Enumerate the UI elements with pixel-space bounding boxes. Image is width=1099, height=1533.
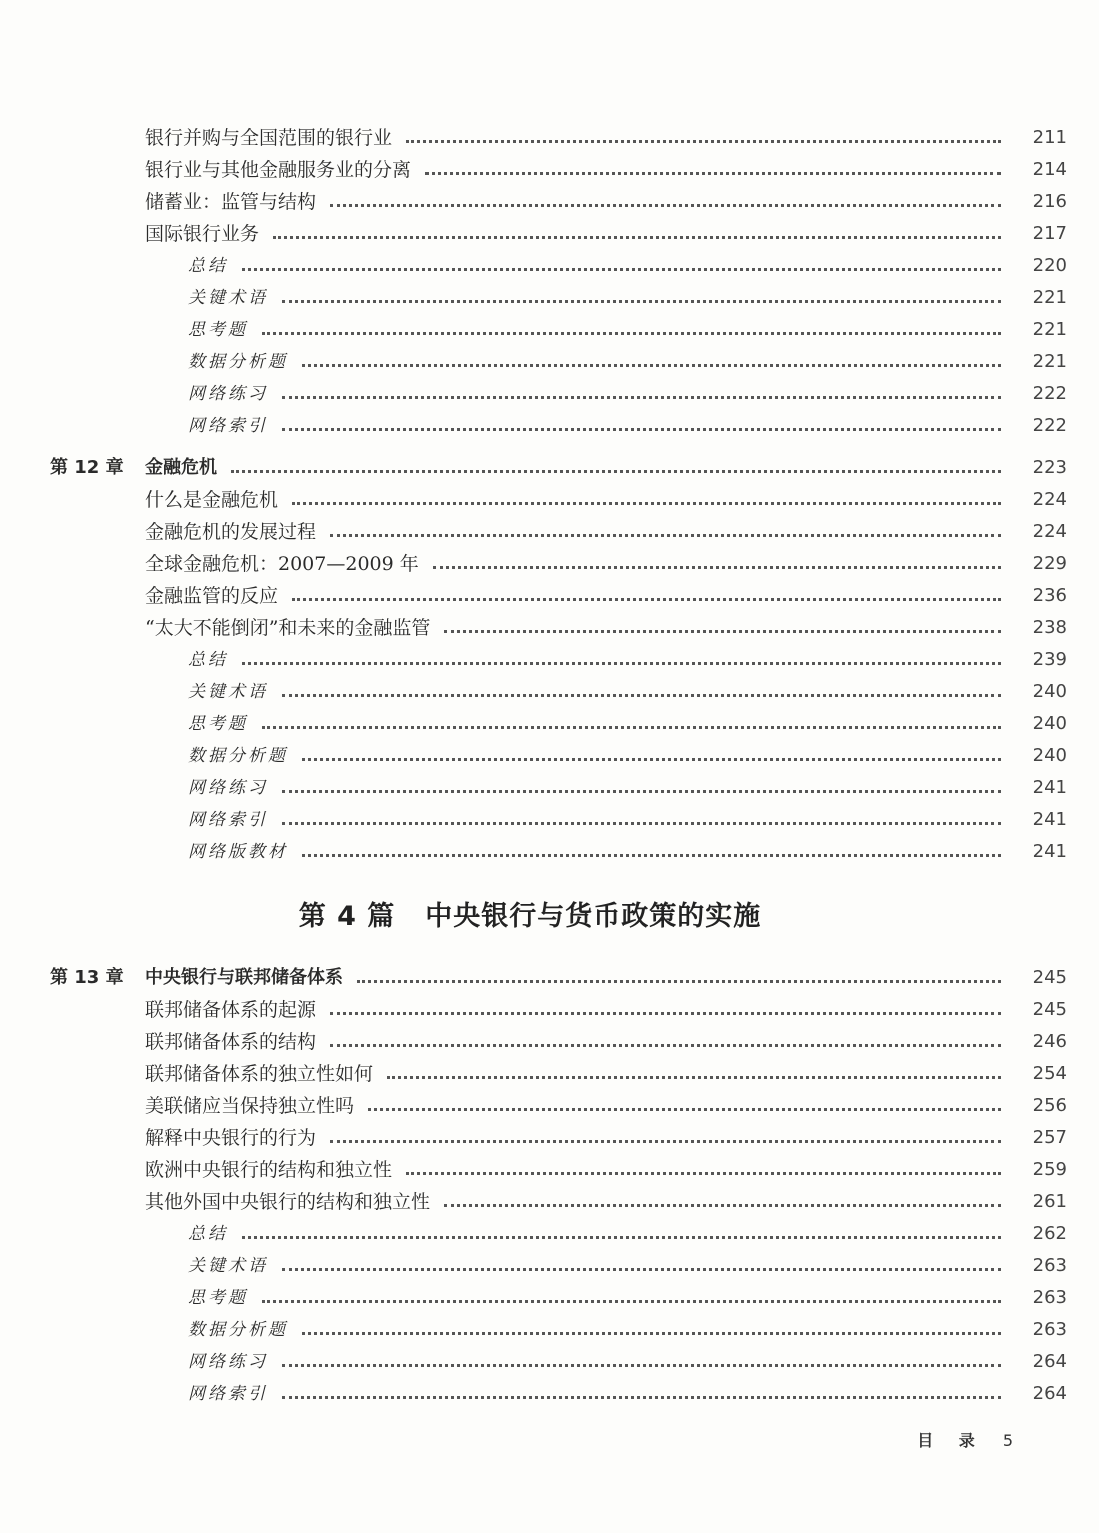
toc-entry <box>145 154 1067 186</box>
dot-leader <box>282 428 1001 431</box>
entry-title: 中央银行与联邦储备体系 <box>145 967 343 988</box>
dot-leader <box>330 1044 1001 1047</box>
entry-page-number: 241 <box>1032 809 1067 830</box>
toc-subsection-row <box>0 314 1099 346</box>
dot-leader <box>273 236 1001 239</box>
entry-page-number: 263 <box>1032 1319 1067 1340</box>
entry-page-number: 241 <box>1032 841 1067 862</box>
dot-leader <box>282 1364 1001 1367</box>
toc-subsection-row <box>0 282 1099 314</box>
toc-entry <box>145 962 1067 994</box>
entry-title: 什么是金融危机 <box>145 489 279 511</box>
dot-leader <box>282 300 1001 303</box>
toc-subsection-row <box>0 1378 1099 1410</box>
toc-entry <box>145 994 1067 1026</box>
dot-leader <box>330 204 1001 207</box>
dot-leader <box>231 470 1001 473</box>
toc-entry <box>188 1378 1067 1410</box>
entry-page-number: 229 <box>1032 553 1067 574</box>
dot-leader <box>302 364 1001 367</box>
toc-subsection-row <box>0 346 1099 378</box>
entry-page-number: 221 <box>1032 287 1067 308</box>
dot-leader <box>282 790 1001 793</box>
entry-page-number: 216 <box>1032 191 1067 212</box>
toc-entry <box>188 410 1067 442</box>
entry-page-number: 238 <box>1032 617 1067 638</box>
entry-title: 金融危机的发展过程 <box>145 521 317 543</box>
entry-title: 联邦储备体系的结构 <box>145 1031 317 1053</box>
entry-title: 其他外国中央银行的结构和独立性 <box>145 1191 431 1213</box>
entry-page-number: 236 <box>1032 585 1067 606</box>
toc-entry <box>188 644 1067 676</box>
page-number: 5 <box>1002 1431 1013 1450</box>
part-number: 第 4 篇 <box>298 901 396 932</box>
entry-title: 美联储应当保持独立性吗 <box>145 1095 355 1117</box>
toc-section-row <box>0 548 1099 580</box>
entry-title: 数据分析题 <box>188 352 288 372</box>
entry-page-number: 211 <box>1032 127 1067 148</box>
toc-subsection-row <box>0 410 1099 442</box>
entry-page-number: 262 <box>1032 1223 1067 1244</box>
entry-page-number: 220 <box>1032 255 1067 276</box>
entry-title: “太大不能倒闭”和未来的金融监管 <box>145 617 431 639</box>
toc-entry <box>188 708 1067 740</box>
toc-section-row <box>0 1026 1099 1058</box>
toc-entry <box>188 250 1067 282</box>
dot-leader <box>406 140 1001 143</box>
entry-page-number: 221 <box>1032 319 1067 340</box>
entry-title: 网络版教材 <box>188 842 288 862</box>
entry-page-number: 257 <box>1032 1127 1067 1148</box>
toc-subsection-row <box>0 836 1099 868</box>
toc-entry <box>145 548 1067 580</box>
dot-leader <box>444 1204 1001 1207</box>
dot-leader <box>242 1236 1001 1239</box>
toc-section-row <box>0 484 1099 516</box>
toc-chapter-row <box>0 452 1099 484</box>
entry-page-number: 245 <box>1032 967 1067 988</box>
toc-entry <box>188 804 1067 836</box>
entry-title: 关键术语 <box>188 1256 268 1276</box>
dot-leader <box>262 332 1001 335</box>
entry-page-number: 259 <box>1032 1159 1067 1180</box>
entry-page-number: 222 <box>1032 415 1067 436</box>
toc-entry <box>188 772 1067 804</box>
entry-title: 数据分析题 <box>188 1320 288 1340</box>
toc-entry <box>145 1154 1067 1186</box>
dot-leader <box>242 662 1001 665</box>
entry-title: 金融危机 <box>145 457 217 478</box>
toc-entry <box>188 314 1067 346</box>
dot-leader <box>262 726 1001 729</box>
toc-section-row <box>0 1122 1099 1154</box>
entry-title: 银行业与其他金融服务业的分离 <box>145 159 412 181</box>
dot-leader <box>282 396 1001 399</box>
toc-subsection-row <box>0 1282 1099 1314</box>
toc-entry <box>145 580 1067 612</box>
dot-leader <box>282 1268 1001 1271</box>
entry-page-number: 246 <box>1032 1031 1067 1052</box>
entry-title: 网络练习 <box>188 778 268 798</box>
entry-title: 数据分析题 <box>188 746 288 766</box>
entry-page-number: 240 <box>1032 713 1067 734</box>
toc-entry <box>188 346 1067 378</box>
entry-title: 全球金融危机：2007—2009 年 <box>145 553 419 575</box>
toc-subsection-row <box>0 804 1099 836</box>
entry-page-number: 264 <box>1032 1383 1067 1404</box>
entry-page-number: 224 <box>1032 521 1067 542</box>
dot-leader <box>425 172 1001 175</box>
entry-title: 关键术语 <box>188 288 268 308</box>
part-heading <box>0 894 1060 933</box>
toc-entry <box>145 1026 1067 1058</box>
toc-subsection-row <box>0 1346 1099 1378</box>
entry-page-number: 239 <box>1032 649 1067 670</box>
toc-entry <box>188 1282 1067 1314</box>
entry-page-number: 245 <box>1032 999 1067 1020</box>
dot-leader <box>292 502 1001 505</box>
chapter-number: 第 13 章 <box>50 967 124 988</box>
toc-entry <box>188 1250 1067 1282</box>
toc-entry <box>145 1122 1067 1154</box>
page-footer <box>917 1428 1013 1451</box>
dot-leader <box>282 822 1001 825</box>
entry-title: 总结 <box>188 256 228 276</box>
entry-title: 欧洲中央银行的结构和独立性 <box>145 1159 393 1181</box>
toc-section-row <box>0 580 1099 612</box>
toc-section-row <box>0 1058 1099 1090</box>
toc-entry <box>145 122 1067 154</box>
toc-entry <box>188 282 1067 314</box>
entry-title: 思考题 <box>188 714 248 734</box>
entry-title: 关键术语 <box>188 682 268 702</box>
dot-leader <box>302 1332 1001 1335</box>
entry-page-number: 217 <box>1032 223 1067 244</box>
entry-title: 网络练习 <box>188 1352 268 1372</box>
toc-subsection-row <box>0 644 1099 676</box>
entry-page-number: 241 <box>1032 777 1067 798</box>
chapter-number: 第 12 章 <box>50 457 124 478</box>
dot-leader <box>357 980 1001 983</box>
entry-title: 思考题 <box>188 320 248 340</box>
entry-title: 联邦储备体系的独立性如何 <box>145 1063 374 1085</box>
toc-entry <box>188 1346 1067 1378</box>
toc-subsection-row <box>0 378 1099 410</box>
dot-leader <box>444 630 1001 633</box>
toc-section-row <box>0 218 1099 250</box>
entry-page-number: 240 <box>1032 745 1067 766</box>
entry-page-number: 263 <box>1032 1287 1067 1308</box>
toc-section-row <box>0 154 1099 186</box>
toc-subsection-row <box>0 250 1099 282</box>
toc-entry <box>145 1090 1067 1122</box>
toc-entry <box>145 1186 1067 1218</box>
entry-page-number: 256 <box>1032 1095 1067 1116</box>
toc-subsection-row <box>0 708 1099 740</box>
dot-leader <box>262 1300 1001 1303</box>
toc-entry <box>188 740 1067 772</box>
toc-subsection-row <box>0 1314 1099 1346</box>
entry-title: 网络索引 <box>188 1384 268 1404</box>
dot-leader <box>330 1140 1001 1143</box>
toc-section-row <box>0 122 1099 154</box>
entry-title: 总结 <box>188 650 228 670</box>
toc-subsection-row <box>0 772 1099 804</box>
entry-page-number: 223 <box>1032 457 1067 478</box>
dot-leader <box>406 1172 1001 1175</box>
toc-subsection-row <box>0 1218 1099 1250</box>
entry-page-number: 214 <box>1032 159 1067 180</box>
entry-page-number: 263 <box>1032 1255 1067 1276</box>
toc-section-row <box>0 1090 1099 1122</box>
toc-entry <box>145 484 1067 516</box>
toc-section-row <box>0 1154 1099 1186</box>
entry-title: 思考题 <box>188 1288 248 1308</box>
entry-page-number: 221 <box>1032 351 1067 372</box>
toc-chapter-row <box>0 962 1099 994</box>
toc-entry <box>145 186 1067 218</box>
entry-title: 储蓄业：监管与结构 <box>145 191 317 213</box>
dot-leader <box>387 1076 1001 1079</box>
toc-entry <box>145 218 1067 250</box>
entry-title: 国际银行业务 <box>145 223 260 245</box>
entry-title: 联邦储备体系的起源 <box>145 999 317 1021</box>
dot-leader <box>242 268 1001 271</box>
dot-leader <box>330 534 1001 537</box>
dot-leader <box>433 566 1001 569</box>
toc-entry <box>145 452 1067 484</box>
dot-leader <box>302 854 1001 857</box>
entry-title: 网络索引 <box>188 810 268 830</box>
entry-title: 总结 <box>188 1224 228 1244</box>
toc-entry <box>188 378 1067 410</box>
toc-entry <box>188 836 1067 868</box>
toc-subsection-row <box>0 1250 1099 1282</box>
entry-title: 解释中央银行的行为 <box>145 1127 317 1149</box>
entry-page-number: 222 <box>1032 383 1067 404</box>
toc-section-row <box>0 612 1099 644</box>
entry-page-number: 261 <box>1032 1191 1067 1212</box>
dot-leader <box>282 694 1001 697</box>
part-title-text: 中央银行与货币政策的实施 <box>425 901 762 932</box>
dot-leader <box>302 758 1001 761</box>
toc-subsection-row <box>0 740 1099 772</box>
footer-label: 目 录 <box>917 1431 985 1450</box>
dot-leader <box>330 1012 1001 1015</box>
toc-section-row <box>0 1186 1099 1218</box>
toc-section-row <box>0 994 1099 1026</box>
entry-title: 银行并购与全国范围的银行业 <box>145 127 393 149</box>
entry-page-number: 254 <box>1032 1063 1067 1084</box>
dot-leader <box>368 1108 1001 1111</box>
entry-title: 网络练习 <box>188 384 268 404</box>
dot-leader <box>282 1396 1001 1399</box>
toc-entry <box>145 516 1067 548</box>
toc-section-row <box>0 516 1099 548</box>
entry-page-number: 240 <box>1032 681 1067 702</box>
dot-leader <box>292 598 1001 601</box>
toc-section-row <box>0 186 1099 218</box>
toc-entry <box>145 1058 1067 1090</box>
toc-entry <box>145 612 1067 644</box>
entry-page-number: 264 <box>1032 1351 1067 1372</box>
entry-title: 金融监管的反应 <box>145 585 279 607</box>
entry-page-number: 224 <box>1032 489 1067 510</box>
toc-entry <box>188 676 1067 708</box>
entry-title: 网络索引 <box>188 416 268 436</box>
toc-entry <box>188 1218 1067 1250</box>
toc-entry <box>188 1314 1067 1346</box>
toc-subsection-row <box>0 676 1099 708</box>
